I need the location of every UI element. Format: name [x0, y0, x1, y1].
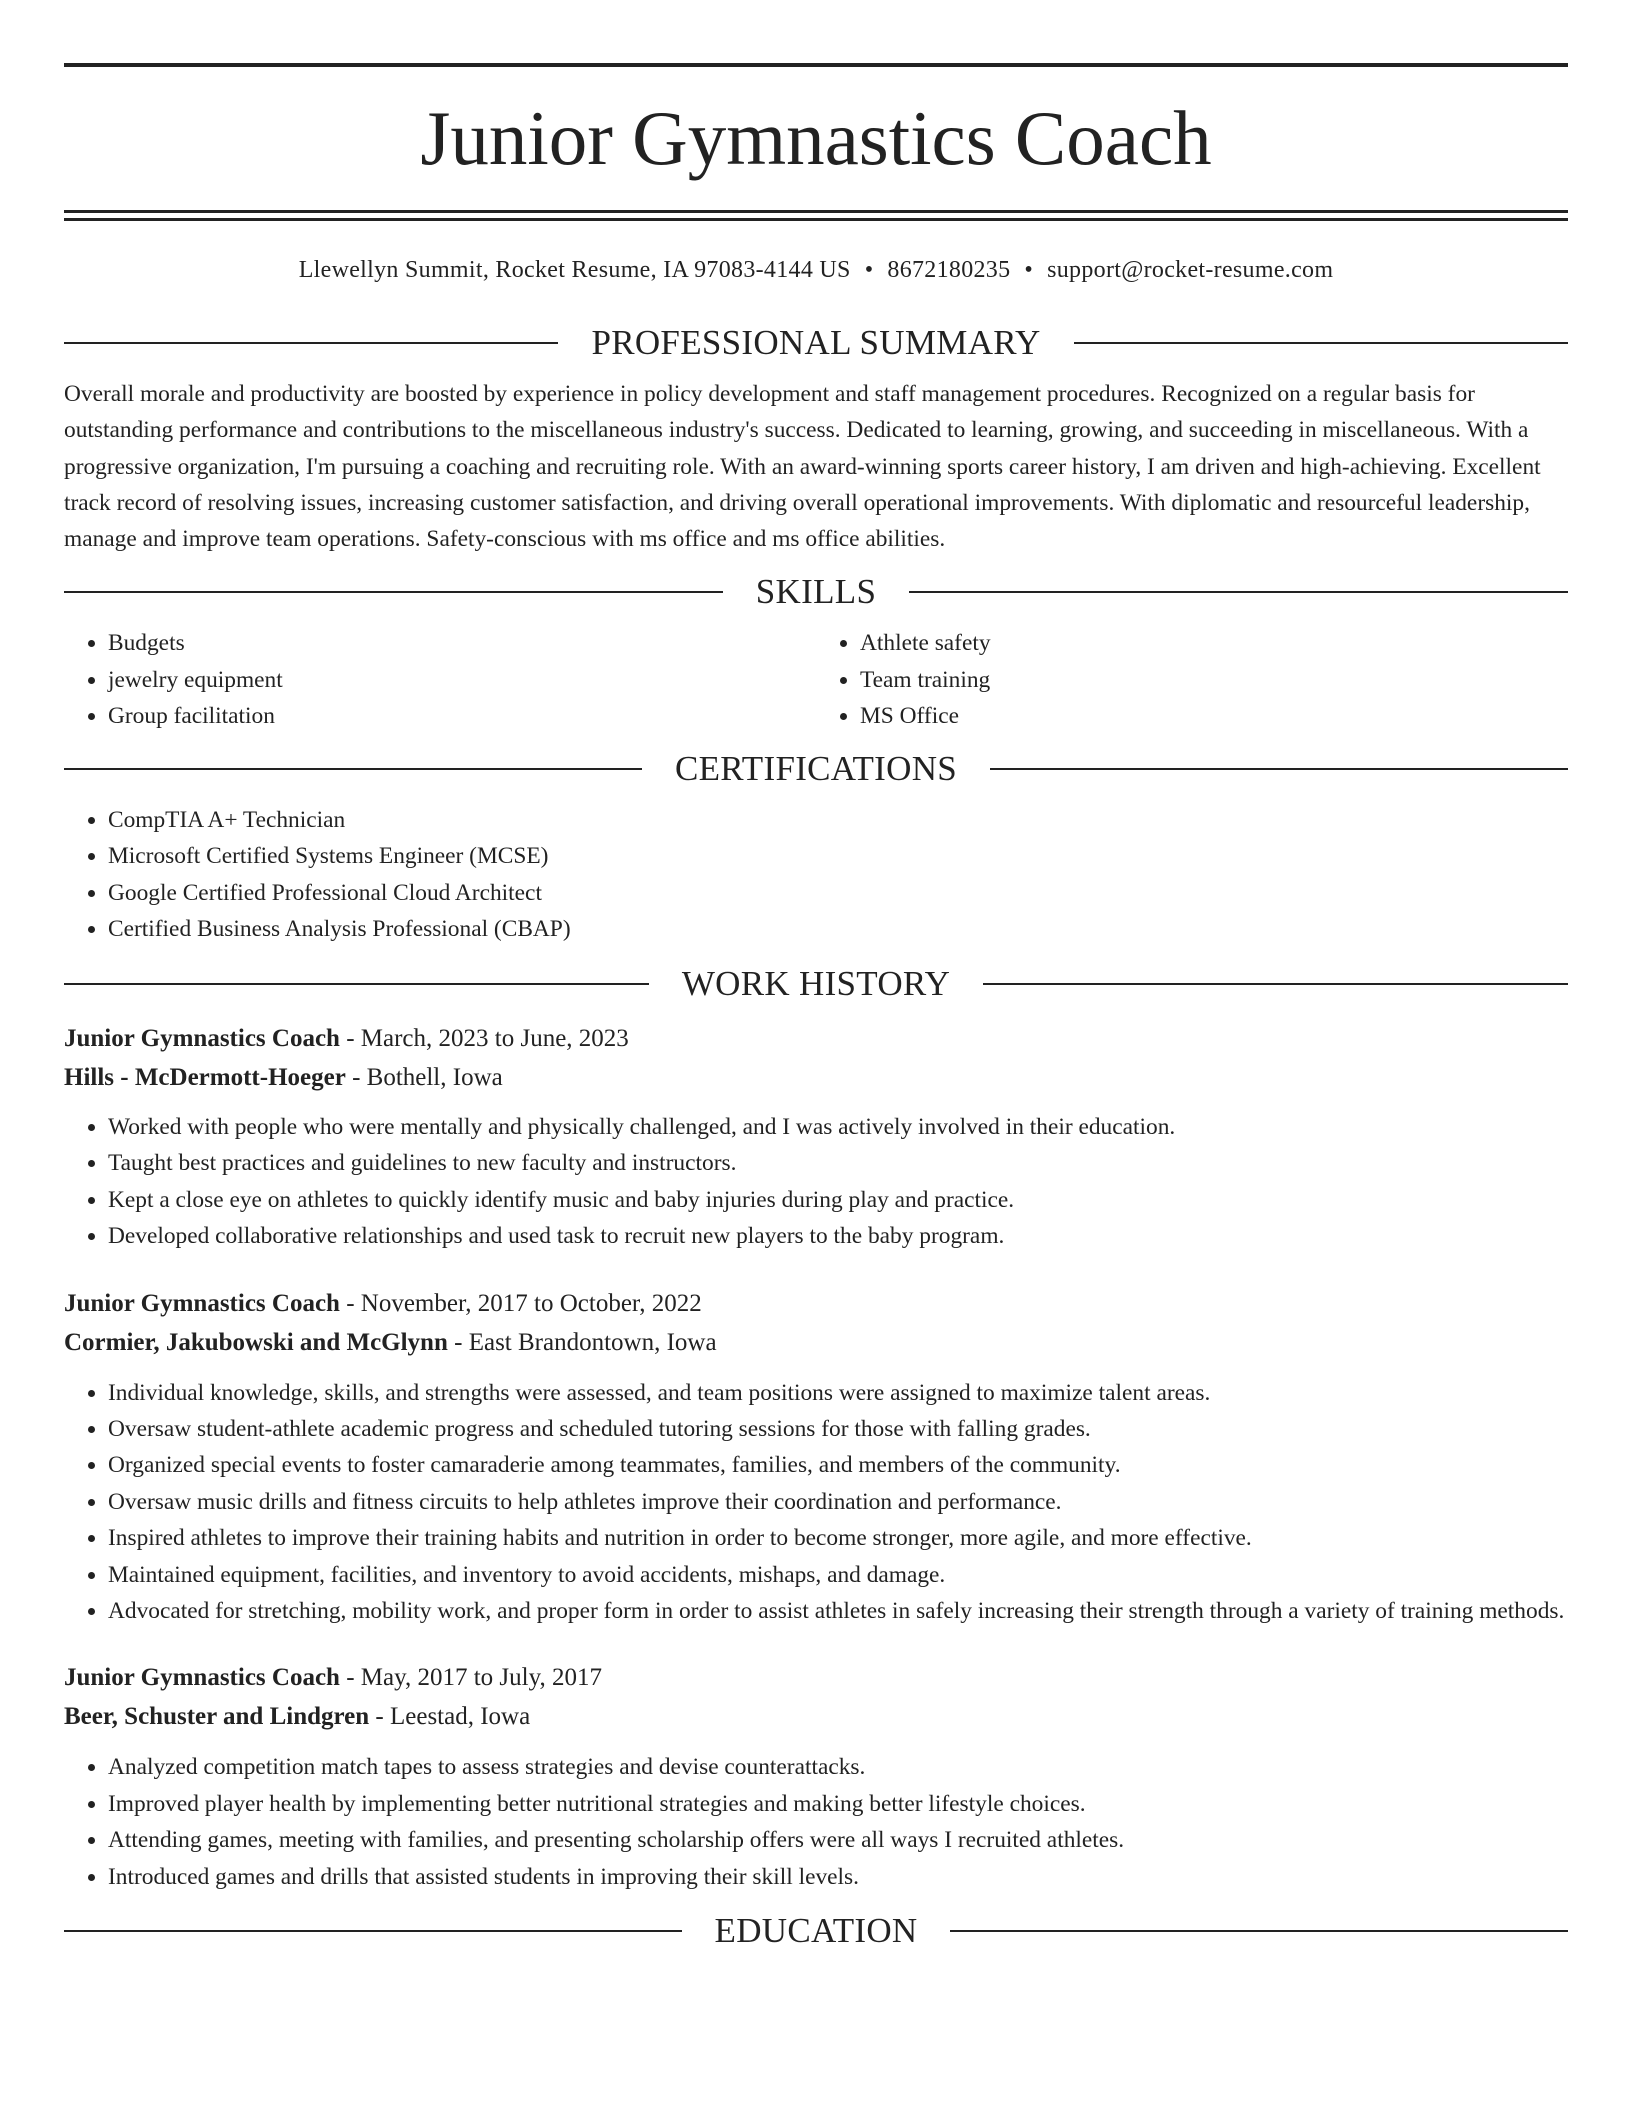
resume-title: Junior Gymnastics Coach	[420, 95, 1212, 181]
job-title-line	[64, 1284, 1568, 1323]
job-bullets	[64, 1749, 1568, 1895]
skill-item: • MS Office	[860, 698, 1568, 734]
skills-column-right	[816, 625, 1568, 734]
certification-item: • Microsoft Certified Systems Engineer (MCSE)	[108, 838, 1568, 874]
skills-column-left	[64, 625, 816, 734]
job-bullet: • Oversaw student-athlete academic progress and scheduled tutoring sessions for those with falling grades.	[108, 1411, 1568, 1447]
job-location: - East Brandontown, Iowa	[447, 1328, 717, 1356]
job-title-line	[64, 1658, 1568, 1697]
divider-line	[983, 983, 1568, 985]
section-header-summary	[64, 323, 1568, 363]
certification-item: • CompTIA A+ Technician	[108, 802, 1568, 838]
job-company: Cormier, Jakubowski and McGlynn	[64, 1328, 448, 1356]
job-bullet: • Inspired athletes to improve their training habits and nutrition in order to become stronger, more agile, and more effective.	[108, 1520, 1568, 1556]
section-header-skills	[64, 572, 1568, 612]
job-location: - Bothell, Iowa	[345, 1063, 503, 1091]
job-entry	[64, 1019, 1568, 1255]
section-title: WORK HISTORY	[681, 963, 951, 1003]
divider-line	[909, 591, 1568, 593]
job-company-line	[64, 1697, 1568, 1736]
job-bullet: • Kept a close eye on athletes to quickly identify music and baby injuries during play and practice.	[108, 1182, 1568, 1218]
job-location: - Leestad, Iowa	[369, 1703, 531, 1731]
job-role: Junior Gymnastics Coach	[64, 1664, 340, 1692]
skills-grid	[64, 625, 1568, 734]
contact-line	[64, 255, 1568, 285]
section-header-work-history	[64, 964, 1568, 1004]
job-entry	[64, 1284, 1568, 1630]
job-company: Hills - McDermott-Hoeger	[64, 1063, 346, 1091]
job-dates: - March, 2023 to June, 2023	[339, 1024, 629, 1052]
job-bullets	[64, 1375, 1568, 1630]
job-role: Junior Gymnastics Coach	[64, 1024, 340, 1052]
divider-line	[64, 591, 723, 593]
skill-item: • Group facilitation	[108, 698, 816, 734]
certification-item: • Google Certified Professional Cloud Architect	[108, 875, 1568, 911]
section-title: EDUCATION	[714, 1911, 918, 1950]
job-bullet: • Individual knowledge, skills, and strengths were assessed, and team positions were assigned to maximize talent areas.	[108, 1375, 1568, 1411]
skill-item: • Athlete safety	[860, 625, 1568, 661]
job-bullet: • Organized special events to foster camaraderie among teammates, families, and members of the community.	[108, 1447, 1568, 1483]
resume-page	[64, 0, 1568, 1951]
contact-separator: •	[1024, 257, 1034, 283]
divider-line	[1074, 342, 1568, 344]
certification-item: • Certified Business Analysis Professional (CBAP)	[108, 911, 1568, 947]
contact-phone: 8672180235	[887, 257, 1011, 283]
double-rule	[64, 210, 1568, 221]
skill-item: • jewelry equipment	[108, 662, 816, 698]
job-bullets	[64, 1109, 1568, 1255]
skill-item: • Team training	[860, 662, 1568, 698]
skill-item: • Budgets	[108, 625, 816, 661]
contact-email: support@rocket-resume.com	[1047, 257, 1334, 283]
job-bullet: • Analyzed competition match tapes to assess strategies and devise counterattacks.	[108, 1749, 1568, 1785]
job-bullet: • Attending games, meeting with families, and presenting scholarship offers were all ways I recruited athletes.	[108, 1822, 1568, 1858]
contact-address: Llewellyn Summit, Rocket Resume, IA 97083-4144 US	[298, 257, 851, 283]
section-header-certifications	[64, 749, 1568, 789]
job-dates: - November, 2017 to October, 2022	[339, 1289, 702, 1317]
job-role: Junior Gymnastics Coach	[64, 1289, 340, 1317]
divider-line	[990, 768, 1568, 770]
job-dates: - May, 2017 to July, 2017	[339, 1664, 602, 1692]
job-bullet: • Oversaw music drills and fitness circuits to help athletes improve their coordination and performance.	[108, 1484, 1568, 1520]
summary-text: Overall morale and productivity are boosted by experience in policy development and staff management procedures. Recognized on a regular basis for outstanding performance and contributions to the miscellaneous industry's success. Dedicated to learning, growing, and succeeding in miscellaneous. With a progressive organization, I'm pursuing a coaching and recruiting role. With an award-winning sports career history, I am driven and high-achieving. Excellent track record of resolving issues, increasing customer satisfaction, and driving overall operational improvements. With diplomatic and resourceful leadership, manage and improve team operations. Safety-conscious with ms office and ms office abilities.	[64, 381, 1541, 553]
job-bullet: • Worked with people who were mentally and physically challenged, and I was actively involved in their education.	[108, 1109, 1568, 1145]
job-bullet: • Maintained equipment, facilities, and inventory to avoid accidents, mishaps, and damage.	[108, 1557, 1568, 1593]
section-title: PROFESSIONAL SUMMARY	[591, 323, 1041, 362]
job-bullet: • Introduced games and drills that assisted students in improving their skill levels.	[108, 1859, 1568, 1895]
job-bullet: • Advocated for stretching, mobility work, and proper form in order to assist athletes in safely increasing their strength through a variety of training methods.	[108, 1593, 1568, 1629]
job-bullet: • Improved player health by implementing better nutritional strategies and making better lifestyle choices.	[108, 1786, 1568, 1822]
divider-line	[950, 1930, 1568, 1932]
top-rule	[64, 63, 1568, 67]
section-title: CERTIFICATIONS	[674, 749, 958, 789]
job-company: Beer, Schuster and Lindgren	[64, 1703, 370, 1731]
certifications-list	[64, 802, 1568, 947]
divider-line	[64, 983, 649, 985]
divider-line	[64, 1930, 682, 1932]
job-entry	[64, 1658, 1568, 1895]
divider-line	[64, 342, 558, 344]
contact-separator: •	[864, 257, 874, 283]
job-company-line	[64, 1323, 1568, 1362]
divider-line	[64, 768, 642, 770]
job-bullet: • Taught best practices and guidelines to new faculty and instructors.	[108, 1145, 1568, 1181]
section-header-education	[64, 1911, 1568, 1951]
job-title-line	[64, 1019, 1568, 1058]
job-company-line	[64, 1058, 1568, 1097]
section-title: SKILLS	[755, 572, 877, 612]
job-bullet: • Developed collaborative relationships and used task to recruit new players to the baby program.	[108, 1218, 1568, 1254]
